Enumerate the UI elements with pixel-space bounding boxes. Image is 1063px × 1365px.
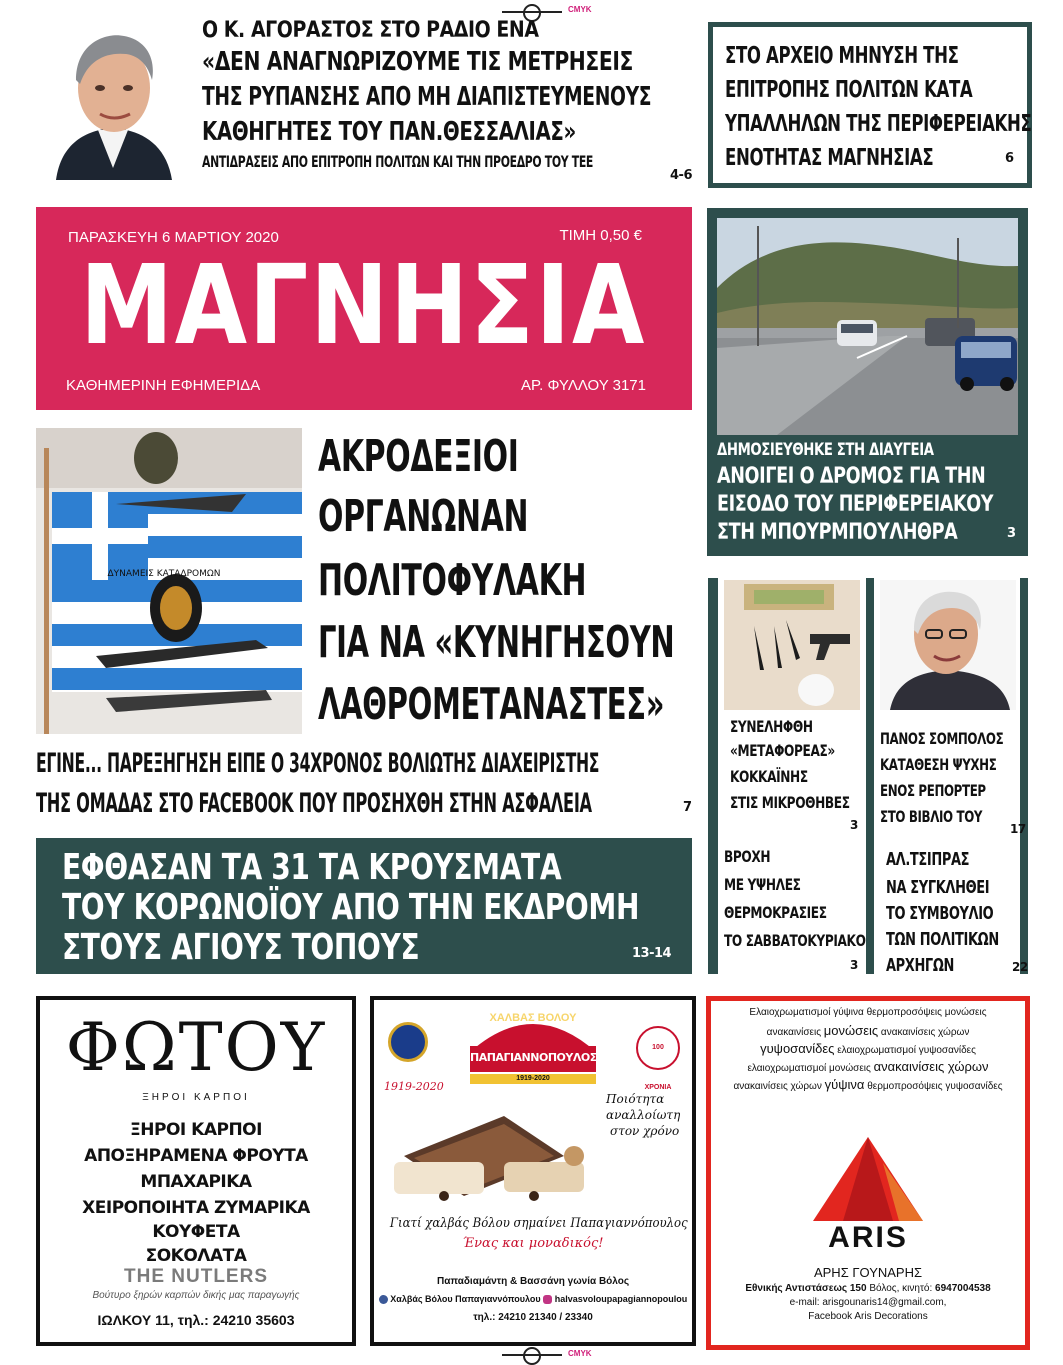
- small-stories-frame: [708, 578, 718, 974]
- aris-mobile: 6947004538: [935, 1283, 991, 1294]
- road-line2: ΕΙΣΟΔΟ ΤΟΥ ΠΕΡΙΦΕΡΕΙΑΚΟΥ: [717, 492, 994, 517]
- aris-t1: Ελαιοχρωματισμοί γύψινα θερμοπροσόψεις μονώσεις: [749, 1007, 987, 1018]
- top-story-line3: ΤΗΣ ΡΥΠΑΝΣΗΣ ΑΠΟ ΜΗ ΔΙΑΠΙΣΤΕΥΜΕΝΟΥΣ: [202, 82, 652, 112]
- masthead-subtitle: ΚΑΘΗΜΕΡΙΝΗ ΕΦΗΜΕΡΙΔΑ: [66, 377, 261, 394]
- halvas-years: 1919-2020: [516, 1075, 550, 1082]
- masthead-date: ΠΑΡΑΣΚΕΥΗ 6 ΜΑΡΤΙΟΥ 2020: [68, 229, 279, 246]
- fotou-item4: ΧΕΙΡΟΠΟΙΗΤΑ ΖΥΜΑΡΙΚΑ: [82, 1198, 310, 1218]
- fotou-item6: ΣΟΚΟΛΑΤΑ: [145, 1246, 247, 1266]
- main-line3: ΠΟΛΙΤΟΦΥΛΑΚΗ: [318, 555, 587, 606]
- aris-t5c: θερμοπροσόψεις γυψοσανίδες: [867, 1081, 1003, 1092]
- ad-fotou[interactable]: [36, 996, 356, 1346]
- weather-line4: ΤΟ ΣΑΒΒΑΤΟΚΥΡΙΑΚΟ: [724, 931, 866, 950]
- tsipras-line5: ΑΡΧΗΓΩΝ: [886, 955, 954, 976]
- top-story[interactable]: [202, 18, 697, 174]
- main-sub1: ΕΓΙΝΕ... ΠΑΡΕΞΗΓΗΣΗ ΕΙΠΕ Ο 34ΧΡΟΝΟΣ ΒΟΛΙΩΤΗΣ ΔΙΑΧΕΙΡΙΣΤΗΣ: [36, 748, 600, 779]
- main-line5: ΛΑΘΡΟΜΕΤΑΝΑΣΤΕΣ»: [318, 679, 665, 730]
- halvas-product-photo: [384, 1096, 614, 1204]
- halvas-quality1: Ποιότητα: [606, 1092, 665, 1106]
- instagram-icon: [543, 1295, 552, 1304]
- road-kicker: ΔΗΜΟΣΙΕΥΘΗΚΕ ΣΤΗ ΔΙΑΥΓΕΙΑ: [717, 440, 934, 460]
- halvas-medal: [388, 1022, 428, 1062]
- arrest-page: 3: [850, 818, 858, 832]
- fotou-item2: ΑΠΟΞΗΡΑΜΕΝΑ ΦΡΟΥΤΑ: [84, 1146, 308, 1166]
- halvas-ig: halvasvoloupapagiannopoulou: [554, 1294, 688, 1304]
- weather-line2: ΜΕ ΥΨΗΛΕΣ: [724, 875, 801, 894]
- archive-page: 6: [1005, 151, 1014, 166]
- tsipras-line2: ΝΑ ΣΥΓΚΛΗΘΕΙ: [886, 877, 990, 898]
- registration-circle-bottom: [523, 1347, 541, 1365]
- agorastos-photo: [36, 18, 190, 180]
- main-page: 7: [683, 800, 692, 815]
- road-page: 3: [1007, 526, 1016, 541]
- weather-line1: ΒΡΟΧΗ: [724, 847, 771, 866]
- halvas-anniv: 100 ΧΡΟΝΙΑ: [636, 1026, 680, 1070]
- top-story-line2: «ΔΕΝ ΑΝΑΓΝΩΡΙΖΟΥΜΕ ΤΙΣ ΜΕΤΡΗΣΕΙΣ: [202, 47, 633, 77]
- aris-t5a: ανακαινίσεις χώρων: [733, 1081, 822, 1092]
- halvas-quality2: αναλλοίωτη: [606, 1108, 681, 1122]
- aris-t3: [711, 1041, 1025, 1056]
- aris-fb: Facebook Aris Decorations: [808, 1311, 928, 1322]
- aris-t4: [711, 1059, 1025, 1074]
- top-story-pages: 4-6: [670, 168, 692, 183]
- cmyk-label-top: CMYK: [568, 5, 592, 14]
- top-story-line4: ΚΑΘΗΓΗΤΕΣ ΤΟΥ ΠΑΝ.ΘΕΣΣΑΛΙΑΣ»: [202, 117, 576, 147]
- fotou-item5: ΚΟΥΦΕΤΑ: [152, 1222, 240, 1242]
- halvas-quality3: στον χρόνο: [610, 1124, 680, 1138]
- archive-line1: ΣΤΟ ΑΡΧΕΙΟ ΜΗΝΥΣΗ ΤΗΣ: [725, 43, 959, 69]
- aris-address-line: [711, 1283, 1025, 1294]
- sobolos-page: 17: [1010, 822, 1026, 836]
- masthead: [36, 207, 692, 410]
- aris-t4b: ανακαινίσεις χώρων: [873, 1059, 989, 1074]
- aris-t5: [711, 1077, 1025, 1092]
- facebook-icon: [379, 1295, 388, 1304]
- corona-line2: ΤΟΥ ΚΟΡΩΝΟΪΟΥ ΑΠΟ ΤΗΝ ΕΚΔΡΟΜΗ: [62, 887, 640, 928]
- halvas-fb: Χαλβάς Βόλου Παπαγιαννόπουλου: [390, 1294, 541, 1304]
- corona-pages: 13-14: [632, 946, 672, 961]
- weather-page: 3: [850, 958, 858, 972]
- sobolos-line2: ΚΑΤΑΘΕΣΗ ΨΥΧΗΣ: [880, 755, 997, 774]
- main-line1: ΑΚΡΟΔΕΞΙΟΙ: [318, 431, 519, 482]
- fotou-nutlers: THE NUTLERS: [124, 1266, 268, 1287]
- halvas-unique: Ένας και μοναδικός!: [462, 1236, 604, 1251]
- fotou-brand: ΦΩΤΟΥ: [65, 1009, 327, 1086]
- aris-t2a: ανακαινίσεις: [766, 1027, 822, 1038]
- halvas-phone: τηλ.: 24210 21340 / 23340: [473, 1312, 593, 1323]
- masthead-issue: ΑΡ. ΦΥΛΛΟΥ 3171: [521, 377, 646, 394]
- aris-t5b: γύψινα: [824, 1077, 865, 1092]
- halvas-shop: Παπαδιαμάντη & Βασσάνη γωνία Βόλος: [436, 1276, 630, 1287]
- road-line3: ΣΤΗ ΜΠΟΥΡΜΠΟΥΛΗΘΡΑ: [717, 520, 958, 545]
- aris-t3b: ελαιοχρωματισμοί γυψοσανίδες: [837, 1045, 976, 1056]
- aris-logo-text: ARIS: [828, 1221, 908, 1254]
- masthead-title: ΜΑΓΝΗΣΙΑ: [80, 241, 647, 369]
- flag-text: ΔΥΝΑΜΕΙΣ ΚΑΤΑΔΡΟΜΩΝ: [107, 569, 221, 579]
- aris-name: ΑΡΗΣ ΓΟΥΝΑΡΗΣ: [813, 1265, 923, 1280]
- archive-line4: ΕΝΟΤΗΤΑΣ ΜΑΓΝΗΣΙΑΣ: [725, 145, 934, 171]
- corona-story[interactable]: [36, 838, 692, 974]
- aris-logo-icon: [813, 1137, 923, 1221]
- aris-t2: [711, 1023, 1025, 1038]
- archive-box[interactable]: [708, 22, 1032, 188]
- corona-line1: ΕΦΘΑΣΑΝ ΤΑ 31 ΤΑ ΚΡΟΥΣΜΑΤΑ: [62, 847, 562, 888]
- ad-halvas[interactable]: [370, 996, 696, 1346]
- sobolos-photo: [880, 580, 1016, 710]
- halvas-badge-years: 1919-2020: [384, 1080, 444, 1093]
- ad-aris[interactable]: [706, 996, 1030, 1350]
- sobolos-line4: ΣΤΟ ΒΙΒΛΙΟ ΤΟΥ: [880, 807, 983, 826]
- fotou-nutlers-sub: Βούτυρο ξηρών καρπών δικής μας παραγωγής: [92, 1290, 300, 1301]
- tsipras-page: 22: [1012, 960, 1028, 974]
- main-line2: ΟΡΓΑΝΩΝΑΝ: [318, 491, 529, 542]
- road-story[interactable]: [707, 208, 1028, 556]
- tsipras-line4: ΤΩΝ ΠΟΛΙΤΙΚΩΝ: [886, 929, 999, 950]
- fotou-item1: ΞΗΡΟΙ ΚΑΡΠΟΙ: [130, 1120, 262, 1140]
- cocaine-photo: [724, 580, 860, 710]
- aris-t2c: ανακαινίσεις χώρων: [880, 1027, 970, 1038]
- road-photo: [717, 218, 1018, 435]
- main-line4: ΓΙΑ ΝΑ «ΚΥΝΗΓΗΣΟΥΝ: [318, 617, 675, 668]
- fotou-item3: ΜΠΑΧΑΡΙΚΑ: [140, 1172, 252, 1192]
- tsipras-frame: [1020, 578, 1028, 974]
- masthead-price: ΤΙΜΗ 0,50 €: [559, 227, 642, 244]
- arrest-line4: ΣΤΙΣ ΜΙΚΡΟΘΗΒΕΣ: [730, 793, 850, 812]
- halvas-social: [374, 1294, 692, 1304]
- tsipras-line1: ΑΛ.ΤΣΙΠΡΑΣ: [886, 849, 970, 870]
- top-story-subline: ΑΝΤΙΔΡΑΣΕΙΣ ΑΠΟ ΕΠΙΤΡΟΠΗ ΠΟΛΙΤΩΝ ΚΑΙ ΤΗΝ ΠΡΟΕΔΡΟ ΤΟΥ ΤΕΕ: [202, 152, 594, 171]
- sobolos-line1: ΠΑΝΟΣ ΣΟΜΠΟΛΟΣ: [880, 729, 1004, 748]
- arrest-line3: ΚΟΚΚΑΪΝΗΣ: [730, 767, 808, 786]
- weather-line3: ΘΕΡΜΟΚΡΑΣΙΕΣ: [724, 903, 827, 922]
- aris-email: e-mail: arisgounaris14@gmail.com,: [789, 1297, 947, 1308]
- main-sub2: ΤΗΣ ΟΜΑΔΑΣ ΣΤΟ FACEBOOK ΠΟΥ ΠΡΟΣΗΧΘΗ ΣΤΗΝ ΑΣΦΑΛΕΙΑ: [36, 788, 592, 819]
- cmyk-label-bottom: CMYK: [568, 1349, 592, 1358]
- small-stories-right-frame: [866, 578, 874, 974]
- corona-line3: ΣΤΟΥΣ ΑΓΙΟΥΣ ΤΟΠΟΥΣ: [62, 927, 420, 968]
- aris-t2b: μονώσεις: [823, 1023, 879, 1038]
- aris-t4a: ελαιοχρωματισμοί μονώσεις: [747, 1063, 871, 1074]
- halvas-brand: ΠΑΠΑΓΙΑΝΝΟΠΟΥΛΟΣ: [470, 1051, 597, 1064]
- aris-t3a: γυψοσανίδες: [760, 1041, 835, 1056]
- arrest-line2: «ΜΕΤΑΦΟΡΕΑΣ»: [730, 741, 835, 760]
- flag-weapons-photo: [36, 428, 302, 734]
- archive-line3: ΥΠΑΛΛΗΛΩΝ ΤΗΣ ΠΕΡΙΦΕΡΕΙΑΚΗΣ: [725, 111, 1032, 137]
- halvas-slogan: Γιατί χαλβάς Βόλου σημαίνει Παπαγιαννόπουλος: [389, 1216, 688, 1231]
- road-line1: ΑΝΟΙΓΕΙ Ο ΔΡΟΜΟΣ ΓΙΑ ΤΗΝ: [717, 464, 986, 489]
- fotou-tagline: ΞΗΡΟΙ ΚΑΡΠΟΙ: [142, 1092, 250, 1103]
- aris-address: Εθνικής Αντιστάσεως 150: [745, 1283, 867, 1294]
- sobolos-line3: ΕΝΟΣ ΡΕΠΟΡΤΕΡ: [880, 781, 986, 800]
- fotou-address: ΙΩΛΚΟΥ 11, τηλ.: 24210 35603: [97, 1312, 295, 1328]
- halvas-arc: ΧΑΛΒΑΣ ΒΟΛΟΥ: [489, 1012, 577, 1024]
- tsipras-line3: ΤΟ ΣΥΜΒΟΥΛΙΟ: [886, 903, 994, 924]
- aris-address2: Βόλος, κινητό:: [866, 1283, 936, 1294]
- arrest-line1: ΣΥΝΕΛΗΦΘΗ: [730, 717, 813, 736]
- archive-line2: ΕΠΙΤΡΟΠΗΣ ΠΟΛΙΤΩΝ ΚΑΤΑ: [725, 77, 973, 103]
- top-story-line1: Ο Κ. ΑΓΟΡΑΣΤΟΣ ΣΤΟ ΡΑΔΙΟ ΕΝΑ: [202, 18, 539, 43]
